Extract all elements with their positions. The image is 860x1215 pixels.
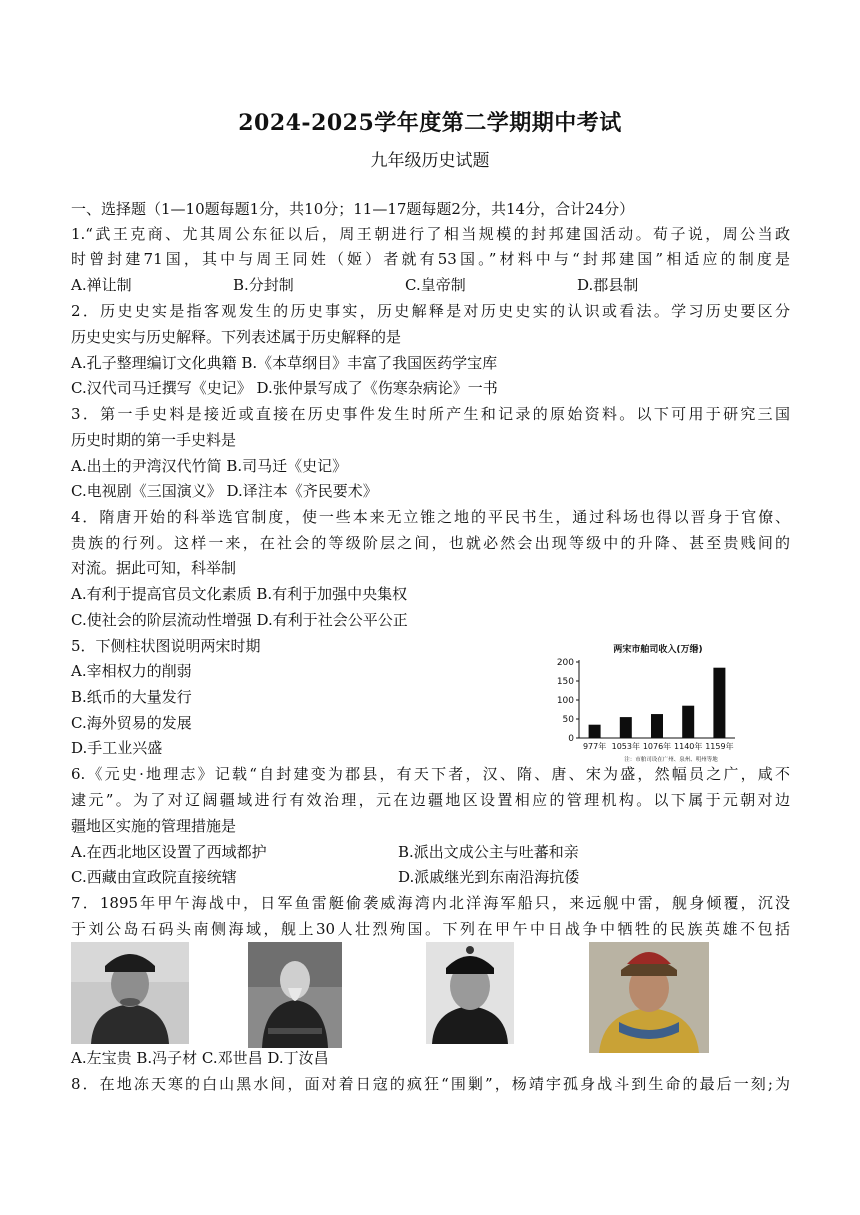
- q5-option-b: B.纸币的大量发行: [71, 688, 192, 706]
- q7-line2: 于刘公岛石码头南侧海域，舰上30人壮烈殉国。下列在甲午中日战争中牺牲的民族英雄不包括: [71, 920, 790, 938]
- q4-line3: 对流。据此可知，科举制: [71, 559, 237, 577]
- x-tick-label: 1159年: [705, 742, 734, 751]
- q3-options-cd: C.电视剧《三国演义》 D.译注本《齐民要术》: [71, 482, 378, 500]
- q5-option-a: A.宰相权力的削弱: [71, 662, 192, 680]
- q1-option-a: A.禅让制: [71, 276, 132, 294]
- exam-subtitle: 九年级历史试题: [370, 151, 490, 171]
- q1-line2: 时曾封建71国，其中与周王同姓（姬）者就有53国。”材料中与“封邦建国”相适应的制度是: [71, 250, 790, 268]
- q3-line2: 历史时期的第一手史料是: [71, 431, 237, 449]
- chart-note: 注：市舶司设在广州、泉州、明州等地: [624, 757, 718, 763]
- q1-line1: 1.“武王克商、尤其周公东征以后，周王朝进行了相当规模的封邦建国活动。荀子说，周公当政: [71, 225, 790, 243]
- x-tick-label: 1076年: [642, 742, 672, 751]
- q7-line1: 7．1895年甲午海战中，日军鱼雷艇偷袭威海湾内北洋海军船只，来远舰中雷，舰身倾覆，沉没: [71, 894, 790, 912]
- q6-line1: 6.《元史·地理志》记载“自封建变为郡县，有天下者，汉、隋、唐、宋为盛，然幅员之广，咸不: [71, 765, 790, 783]
- q2-options-ab: A.孔子整理编订文化典籍 B.《本草纲目》丰富了我国医药学宝库: [71, 354, 498, 372]
- section-heading: 一、选择题（1—10题每题1分，共10分；11—17题每题2分，共14分，合计24分）: [71, 200, 635, 218]
- x-tick-label: 977年: [582, 742, 607, 751]
- q3-options-ab: A.出土的尹湾汉代竹简 B.司马迁《史记》: [71, 457, 348, 475]
- q4-line2: 贵族的行列。这样一来，在社会的等级阶层之间，也就必然会出现等级中的升降、甚至贵贱间的: [71, 534, 790, 552]
- q6-line2: 逮元”。为了对辽阔疆域进行有效治理，元在边疆地区设置相应的管理机构。以下属于元朝对边: [71, 791, 790, 809]
- q6-option-a: A.在西北地区设置了西域都护: [71, 843, 267, 861]
- q3-line1: 3．第一手史料是接近或直接在历史事件发生时所产生和记录的原始资料。以下可用于研究三国: [71, 405, 790, 423]
- x-tick-label: 1140年: [674, 742, 703, 751]
- y-tick-label: 150: [556, 677, 574, 687]
- q2-options-cd: C.汉代司马迁撰写《史记》 D.张仲景写成了《伤寒杂病论》一书: [71, 379, 498, 397]
- q2-line2: 历史史实与历史解释。下列表述属于历史解释的是: [71, 328, 402, 346]
- q6-option-d: D.派戚继光到东南沿海抗倭: [398, 868, 580, 886]
- q5-stem: 5．下侧柱状图说明两宋时期: [71, 637, 261, 655]
- revenue-bar-chart: [553, 640, 743, 768]
- q1-option-d: D.郡县制: [577, 276, 639, 294]
- q6-option-b: B.派出文成公主与吐蕃和亲: [398, 843, 579, 861]
- q1-option-c: C.皇帝制: [405, 276, 466, 294]
- q6-line3: 疆地区实施的管理措施是: [71, 817, 237, 835]
- q8-line1: 8．在地冻天寒的白山黑水间，面对着日寇的疯狂“围剿”，杨靖宇孤身战斗到生命的最后一刻;为: [71, 1075, 790, 1093]
- q4-line1: 4．隋唐开始的科举选官制度，使一些本来无立锥之地的平民书生，通过科场也得以晋身于官僚、: [71, 508, 790, 526]
- bar: [589, 725, 601, 738]
- portrait-photo-2: [248, 942, 342, 1048]
- bar: [620, 717, 632, 738]
- q5-option-c: C.海外贸易的发展: [71, 714, 192, 732]
- chart-title: 两宋市舶司收入(万缗): [613, 645, 703, 655]
- q6-option-c: C.西藏由宣政院直接统辖: [71, 868, 237, 886]
- y-tick-label: 50: [562, 715, 574, 725]
- y-tick-label: 200: [556, 658, 574, 668]
- portrait-photo-4: [589, 942, 709, 1053]
- bar: [682, 706, 694, 738]
- portrait-photo-1: [71, 942, 189, 1044]
- portrait-photo-3: [426, 942, 514, 1044]
- bar: [713, 668, 725, 738]
- exam-title: 2024-2025学年度第二学期期中考试: [238, 110, 622, 136]
- q7-options: A.左宝贵 B.冯子材 C.邓世昌 D.丁汝昌: [71, 1049, 329, 1067]
- y-tick-label: 0: [568, 734, 574, 744]
- y-tick-label: 100: [556, 696, 574, 706]
- q4-options-ab: A.有利于提高官员文化素质 B.有利于加强中央集权: [71, 585, 408, 603]
- q2-line1: 2．历史史实是指客观发生的历史事实，历史解释是对历史史实的认识或看法。学习历史要区分: [71, 302, 790, 320]
- bar: [651, 714, 663, 738]
- q5-option-d: D.手工业兴盛: [71, 739, 163, 757]
- q4-options-cd: C.使社会的阶层流动性增强 D.有利于社会公平公正: [71, 611, 408, 629]
- q1-option-b: B.分封制: [233, 276, 294, 294]
- x-tick-label: 1053年: [611, 742, 640, 751]
